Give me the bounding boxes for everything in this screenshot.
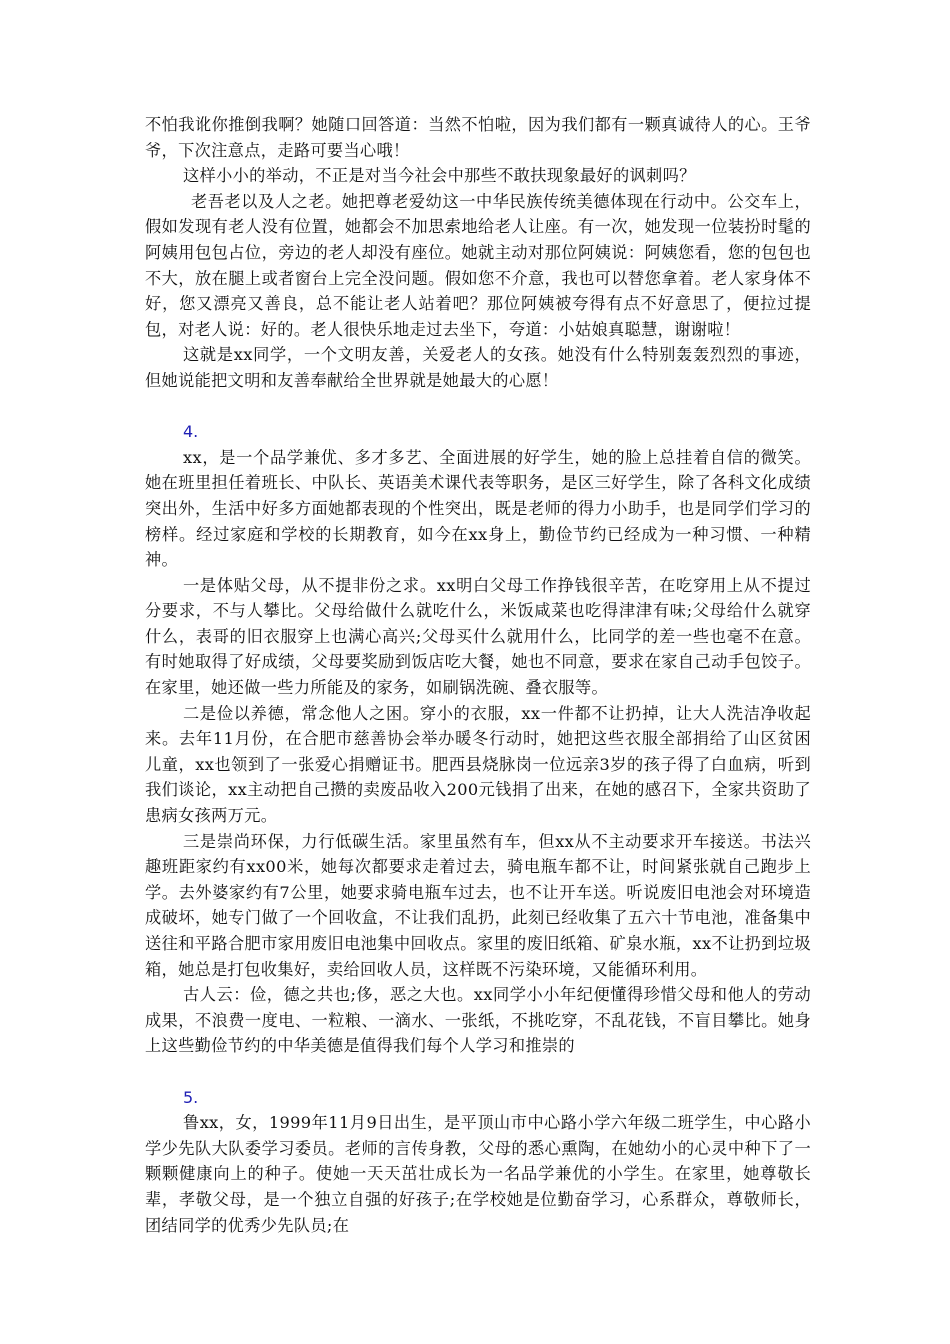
paragraph-4-second: 二是俭以养德，常念他人之困。穿小的衣服，xx一件都不让扔掉，让大人洗洁净收起来。去年11月份，在合肥市慈善协会举办暖冬行动时，她把这些衣服全部捐给了山区贫困儿童，xx也领到了一张爱心捐赠证书。肥西县烧脉岗一位远亲3岁的孩子得了白血病，听到我们谈论，xx主动把自己攒的卖废品收入200元钱捐了出来，在她的感召下，全家共资助了患病女孩两万元。 xyxy=(145,703,811,826)
spacer xyxy=(145,1059,811,1085)
paragraph-4-intro: xx，是一个品学兼优、多才多艺、全面进展的好学生，她的脸上总挂着自信的微笑。她在班里担任着班长、中队长、英语美术课代表等职务，是区三好学生，除了各科文化成绩突出外，生活中好多方面她都表现的个性突出，既是老师的得力小助手，也是同学们学习的榜样。经过家庭和学校的长期教育，如今在xx身上，勤俭节约已经成为一种习惯、一种精神。 xyxy=(145,447,811,570)
paragraph-5-intro: 鲁xx，女，1999年11月9日出生，是平顶山市中心路小学六年级二班学生，中心路小学少先队大队委学习委员。老师的言传身教，父母的悉心熏陶，在她幼小的心灵中种下了一颗颗健康向上的种子。使她一天天茁壮成长为一名品学兼优的小学生。在家里，她尊敬长辈，孝敬父母，是一个独立自强的好孩子;在学校她是位勤奋学习，心系群众，尊敬师长，团结同学的优秀少先队员;在 xyxy=(145,1113,811,1235)
paragraph-4-first: 一是体贴父母，从不提非份之求。xx明白父母工作挣钱很辛苦，在吃穿用上从不提过分要求，不与人攀比。父母给做什么就吃什么，米饭咸菜也吃得津津有味;父母给什么就穿什么，表哥的旧衣服穿上也满心高兴;父母买什么就用什么，比同学的差一些也毫不在意。有时她取得了好成绩，父母要奖励到饭店吃大餐，她也不同意，要求在家自己动手包饺子。在家里，她还做一些力所能及的家务，如刷锅洗碗、叠衣服等。 xyxy=(145,575,811,698)
paragraph-intro: 不怕我讹你推倒我啊？她随口回答道：当然不怕啦，因为我们都有一颗真诚待人的心。王爷爷，下次注意点，走路可要当心哦！ xyxy=(145,115,811,160)
paragraph-question: 这样小小的举动，不正是对当今社会中那些不敢扶现象最好的讽刺吗？ xyxy=(183,166,696,186)
paragraph-summary-3: 这就是xx同学，一个文明友善，关爱老人的女孩。她没有什么特别轰轰烈烈的事迹，但她说能把文明和友善奉献给全世界就是她最大的心愿！ xyxy=(145,345,811,390)
paragraph-4-ancient: 古人云：俭，德之共也;侈，恶之大也。xx同学小小年纪便懂得珍惜父母和他人的劳动成果，不浪费一度电、一粒粮、一滴水、一张纸，不挑吃穿，不乱花钱，不盲目攀比。她身上这些勤俭节约的中华美德是值得我们每个人学习和推崇的 xyxy=(145,985,811,1056)
document-page xyxy=(145,112,811,1238)
spacer xyxy=(145,394,811,420)
section-heading-5: 5. xyxy=(183,1087,199,1107)
section-heading-4: 4. xyxy=(183,422,199,442)
paragraph-4-third: 三是崇尚环保，力行低碳生活。家里虽然有车，但xx从不主动要求开车接送。书法兴趣班距家约有xx00米，她每次都要求走着过去，骑电瓶车都不让，时间紧张就自己跑步上学。去外婆家约有7公里，她要求骑电瓶车过去，也不让开车送。听说废旧电池会对环境造成破坏，她专门做了一个回收盒，不让我们乱扔，此刻已经收集了五六十节电池，准备集中送往和平路合肥市家用废旧电池集中回收点。家里的废旧纸箱、矿泉水瓶，xx不让扔到垃圾箱，她总是打包收集好，卖给回收人员，这样既不污染环境，又能循环利用。 xyxy=(145,831,811,979)
paragraph-elder-respect: 老吾老以及人之老。她把尊老爱幼这一中华民族传统美德体现在行动中。公交车上，假如发现有老人没有位置，她都会不加思索地给老人让座。有一次，她发现一位装扮时髦的阿姨用包包占位，旁边的老人却没有座位。她就主动对那位阿姨说：阿姨您看，您的包包也不大，放在腿上或者窗台上完全没问题。假如您不介意，我也可以替您拿着。老人家身体不好，您又漂亮又善良，总不能让老人站着吧？那位阿姨被夸得有点不好意思了，便拉过提包，对老人说：好的。老人很快乐地走过去坐下，夸道：小姑娘真聪慧，谢谢啦！ xyxy=(145,191,811,339)
